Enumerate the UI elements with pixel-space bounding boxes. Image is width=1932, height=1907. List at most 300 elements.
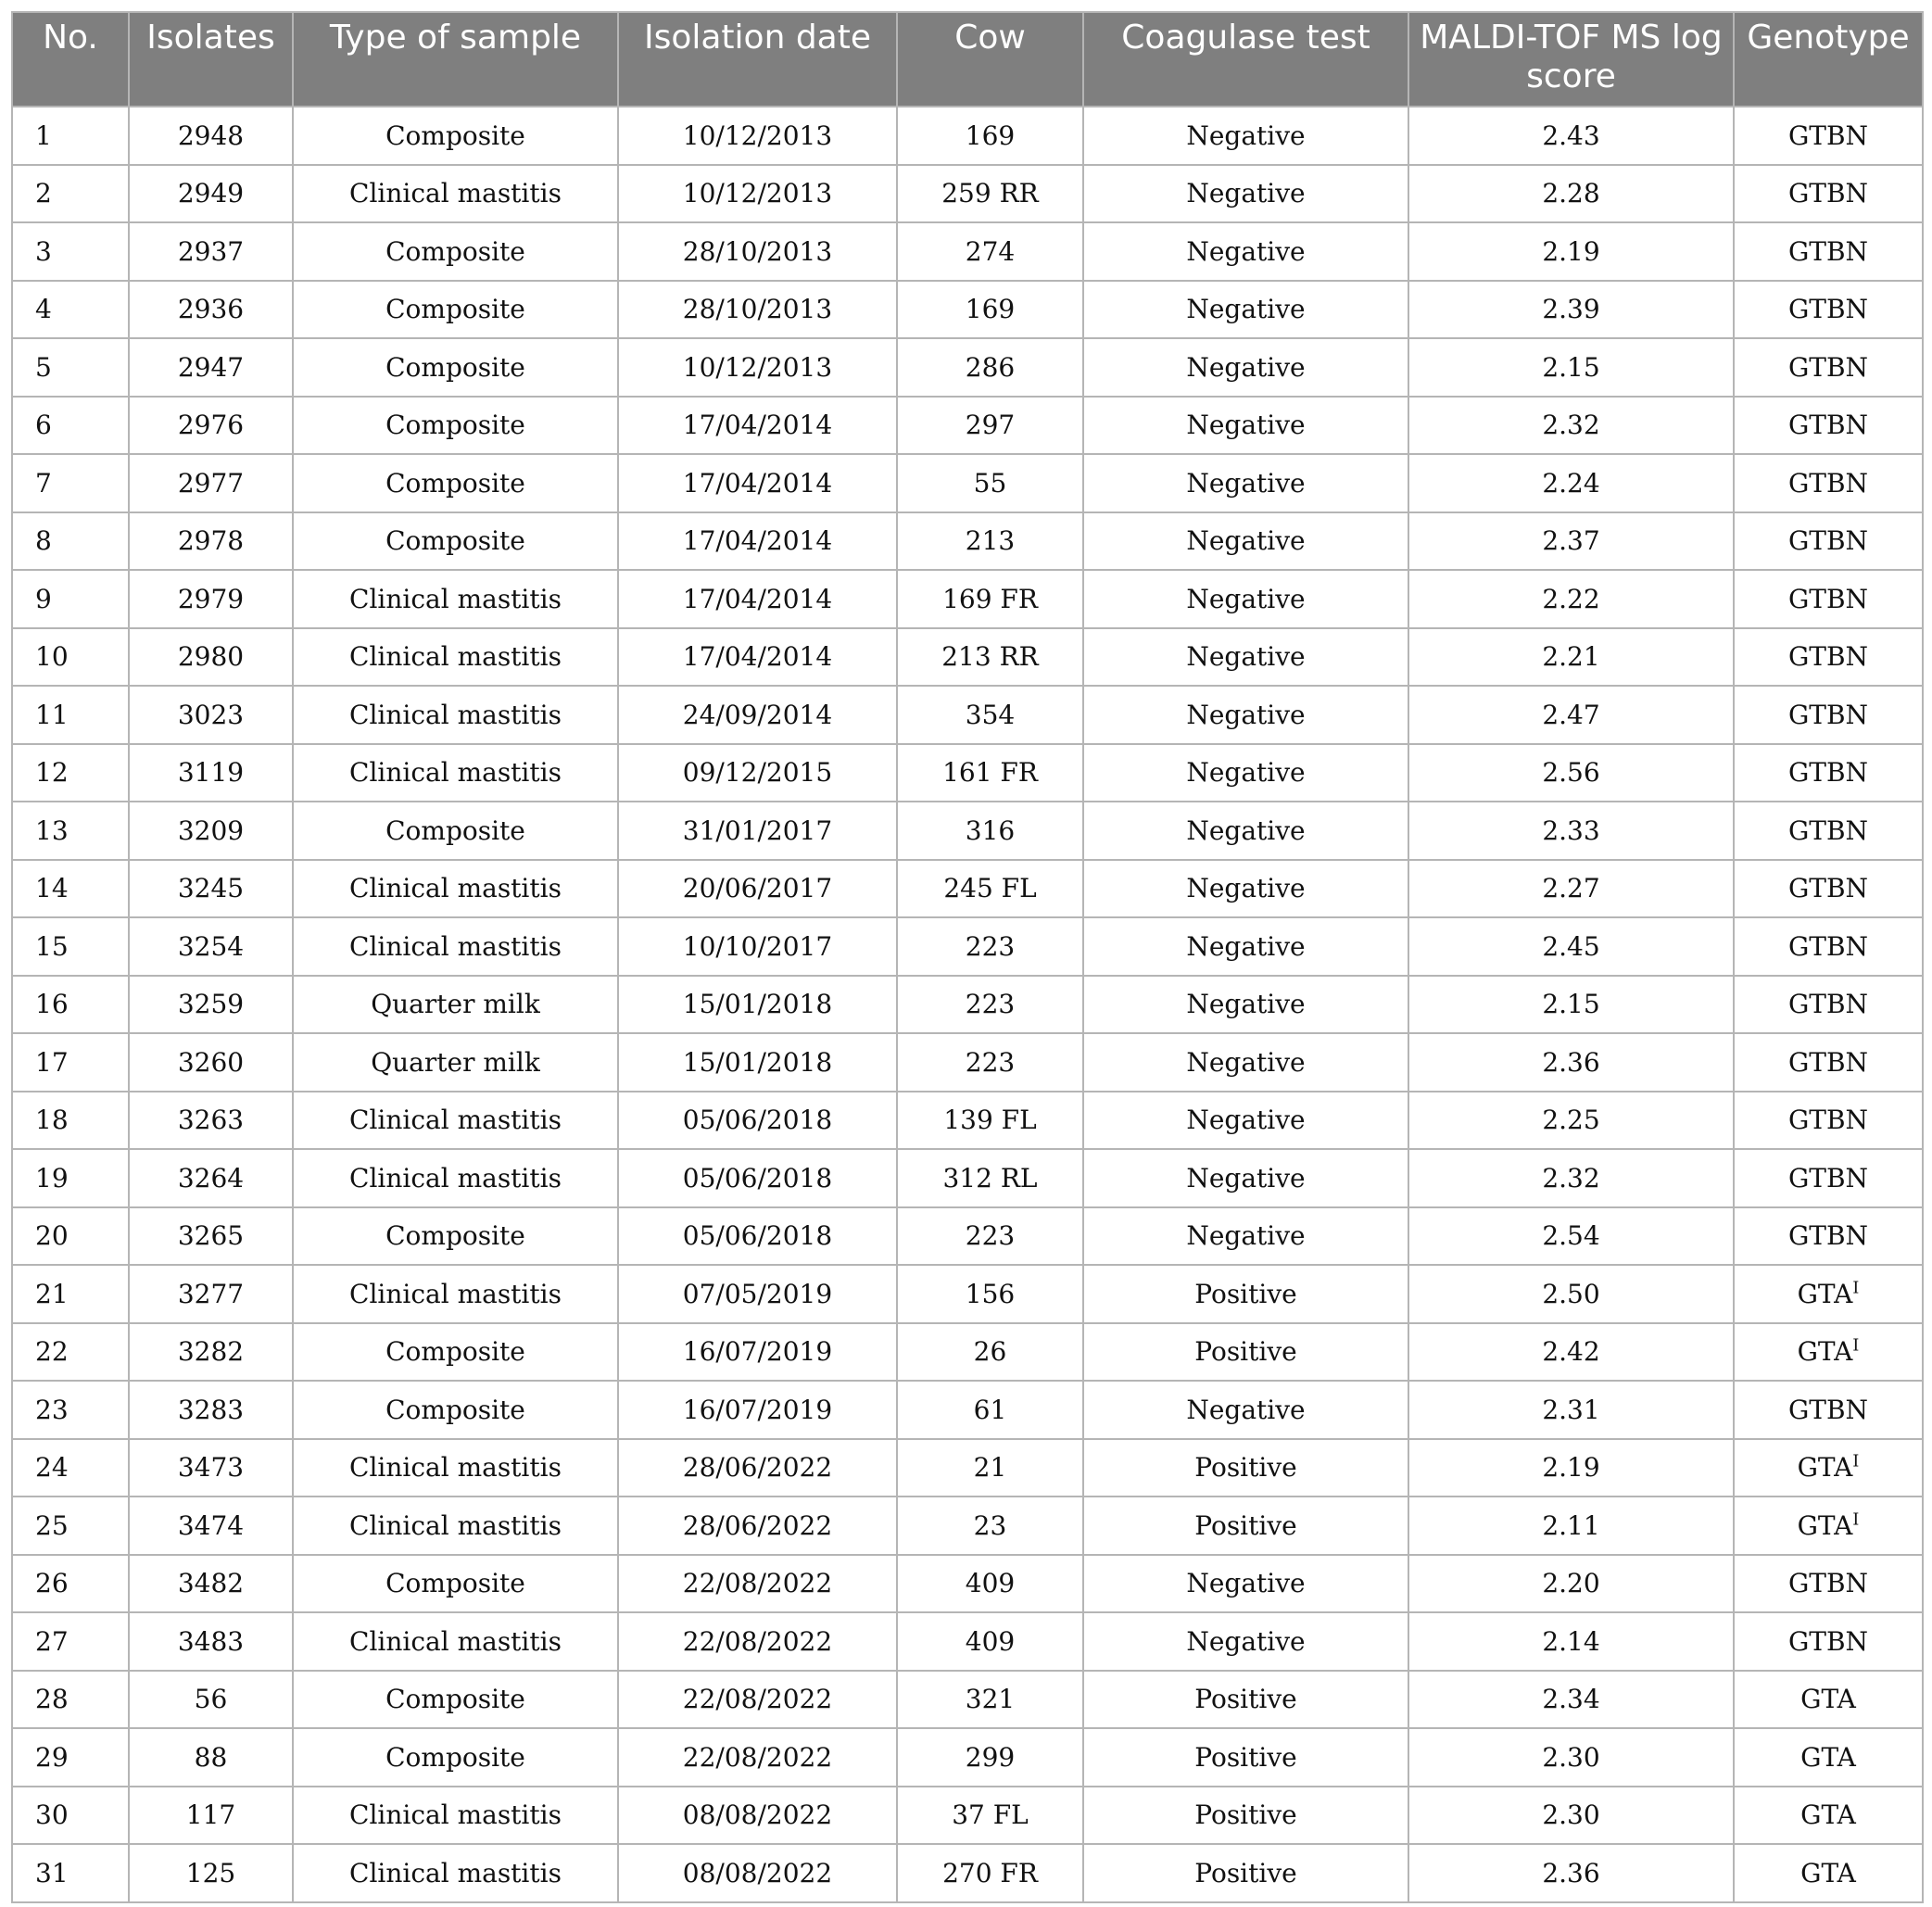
cell-isolation-date: 31/01/2017 [618, 802, 897, 860]
cell-no: 18 [12, 1092, 129, 1150]
cell-no: 20 [12, 1207, 129, 1266]
table-row [12, 628, 1923, 687]
cell-cow: 223 [897, 1207, 1083, 1266]
cell-isolation-date: 17/04/2014 [618, 512, 897, 571]
cell-cow: 297 [897, 397, 1083, 455]
cell-coagulase: Negative [1083, 1149, 1408, 1207]
genotype-label: GTA [1800, 1741, 1856, 1773]
cell-no: 1 [12, 107, 129, 165]
cell-maldi-score: 2.56 [1408, 744, 1734, 802]
cell-maldi-score: 2.14 [1408, 1612, 1734, 1671]
cell-isolation-date: 22/08/2022 [618, 1728, 897, 1787]
cell-sample-type: Clinical mastitis [293, 1787, 618, 1845]
genotype-label: GTA [1797, 1336, 1853, 1368]
cell-sample-type: Quarter milk [293, 1033, 618, 1092]
cell-maldi-score: 2.11 [1408, 1497, 1734, 1555]
cell-no: 26 [12, 1555, 129, 1613]
table-row [12, 107, 1923, 165]
cell-isolate: 2977 [129, 454, 293, 512]
table-row [12, 1728, 1923, 1787]
cell-no: 12 [12, 744, 129, 802]
genotype-label: GTBN [1787, 873, 1869, 904]
genotype-label: GTBN [1787, 467, 1869, 499]
genotype-label: GTBN [1787, 757, 1869, 789]
cell-maldi-score: 2.32 [1408, 397, 1734, 455]
cell-no: 5 [12, 338, 129, 397]
header-genotype: Genotype [1734, 12, 1923, 107]
cell-isolate: 3260 [129, 1033, 293, 1092]
cell-coagulase: Negative [1083, 628, 1408, 687]
cell-isolate: 3254 [129, 917, 293, 976]
cell-sample-type: Composite [293, 338, 618, 397]
cell-isolation-date: 28/06/2022 [618, 1439, 897, 1497]
cell-maldi-score: 2.43 [1408, 107, 1734, 165]
cell-no: 16 [12, 976, 129, 1034]
cell-genotype [1734, 628, 1923, 687]
cell-isolation-date: 05/06/2018 [618, 1207, 897, 1266]
cell-isolate: 3023 [129, 686, 293, 744]
header-coagulase-test: Coagulase test [1083, 12, 1408, 107]
cell-isolate: 3264 [129, 1149, 293, 1207]
cell-genotype [1734, 1323, 1923, 1382]
cell-cow: 139 FL [897, 1092, 1083, 1150]
cell-sample-type: Composite [293, 107, 618, 165]
genotype-label: GTBN [1787, 1625, 1869, 1657]
cell-isolation-date: 17/04/2014 [618, 397, 897, 455]
table-row [12, 454, 1923, 512]
cell-genotype [1734, 1439, 1923, 1497]
cell-isolation-date: 15/01/2018 [618, 1033, 897, 1092]
cell-coagulase: Negative [1083, 1033, 1408, 1092]
table-row [12, 744, 1923, 802]
cell-sample-type: Clinical mastitis [293, 570, 618, 628]
table-row [12, 1439, 1923, 1497]
cell-isolation-date: 09/12/2015 [618, 744, 897, 802]
cell-maldi-score: 2.20 [1408, 1555, 1734, 1613]
cell-maldi-score: 2.30 [1408, 1787, 1734, 1845]
cell-cow: 213 RR [897, 628, 1083, 687]
cell-sample-type: Composite [293, 1207, 618, 1266]
cell-cow: 299 [897, 1728, 1083, 1787]
cell-genotype [1734, 1787, 1923, 1845]
header-maldi-tof-score: MALDI-TOF MS log score [1408, 12, 1734, 107]
cell-no: 10 [12, 628, 129, 687]
cell-maldi-score: 2.28 [1408, 165, 1734, 223]
cell-coagulase: Negative [1083, 976, 1408, 1034]
cell-isolate: 56 [129, 1671, 293, 1729]
cell-isolate: 3283 [129, 1381, 293, 1439]
cell-isolation-date: 24/09/2014 [618, 686, 897, 744]
cell-no: 31 [12, 1844, 129, 1902]
isolates-table [11, 11, 1924, 1903]
cell-genotype [1734, 1207, 1923, 1266]
cell-isolate: 3245 [129, 860, 293, 918]
cell-isolate: 2978 [129, 512, 293, 571]
cell-sample-type: Composite [293, 512, 618, 571]
cell-coagulase: Negative [1083, 802, 1408, 860]
cell-genotype [1734, 107, 1923, 165]
cell-genotype [1734, 1612, 1923, 1671]
cell-isolate: 2947 [129, 338, 293, 397]
cell-cow: 223 [897, 976, 1083, 1034]
cell-coagulase: Negative [1083, 860, 1408, 918]
cell-coagulase: Negative [1083, 222, 1408, 281]
genotype-label: GTBN [1787, 235, 1869, 267]
cell-maldi-score: 2.50 [1408, 1265, 1734, 1323]
cell-coagulase: Negative [1083, 107, 1408, 165]
header-isolates: Isolates [129, 12, 293, 107]
cell-coagulase: Negative [1083, 1207, 1408, 1266]
cell-genotype [1734, 1381, 1923, 1439]
cell-sample-type: Clinical mastitis [293, 1497, 618, 1555]
cell-isolation-date: 10/12/2013 [618, 165, 897, 223]
cell-no: 13 [12, 802, 129, 860]
cell-sample-type: Clinical mastitis [293, 744, 618, 802]
genotype-label: GTBN [1787, 1568, 1869, 1599]
cell-isolation-date: 08/08/2022 [618, 1844, 897, 1902]
cell-no: 25 [12, 1497, 129, 1555]
genotype-label: GTBN [1787, 1220, 1869, 1252]
cell-cow: 223 [897, 1033, 1083, 1092]
cell-maldi-score: 2.32 [1408, 1149, 1734, 1207]
cell-sample-type: Composite [293, 222, 618, 281]
cell-isolation-date: 17/04/2014 [618, 454, 897, 512]
genotype-superscript: I [1852, 1509, 1860, 1530]
cell-genotype [1734, 454, 1923, 512]
cell-maldi-score: 2.24 [1408, 454, 1734, 512]
cell-coagulase: Positive [1083, 1728, 1408, 1787]
cell-no: 28 [12, 1671, 129, 1729]
cell-no: 8 [12, 512, 129, 571]
cell-genotype [1734, 686, 1923, 744]
table-row [12, 686, 1923, 744]
genotype-label: GTA [1800, 1800, 1856, 1831]
cell-maldi-score: 2.45 [1408, 917, 1734, 976]
cell-sample-type: Composite [293, 454, 618, 512]
cell-cow: 270 FR [897, 1844, 1083, 1902]
table-row [12, 281, 1923, 339]
cell-sample-type: Clinical mastitis [293, 1265, 618, 1323]
genotype-label: GTBN [1787, 294, 1869, 325]
cell-sample-type: Composite [293, 1728, 618, 1787]
cell-cow: 26 [897, 1323, 1083, 1382]
genotype-label: GTBN [1787, 1394, 1869, 1425]
cell-coagulase: Positive [1083, 1787, 1408, 1845]
cell-isolate: 3259 [129, 976, 293, 1034]
cell-coagulase: Negative [1083, 397, 1408, 455]
cell-isolation-date: 17/04/2014 [618, 570, 897, 628]
table-row [12, 397, 1923, 455]
cell-cow: 354 [897, 686, 1083, 744]
cell-no: 11 [12, 686, 129, 744]
table-row [12, 1612, 1923, 1671]
genotype-label: GTBN [1787, 410, 1869, 441]
cell-isolation-date: 16/07/2019 [618, 1381, 897, 1439]
cell-cow: 223 [897, 917, 1083, 976]
table-row [12, 1149, 1923, 1207]
cell-isolation-date: 10/12/2013 [618, 338, 897, 397]
cell-isolate: 3119 [129, 744, 293, 802]
cell-maldi-score: 2.30 [1408, 1728, 1734, 1787]
cell-cow: 286 [897, 338, 1083, 397]
cell-genotype [1734, 1844, 1923, 1902]
genotype-label: GTBN [1787, 1046, 1869, 1078]
cell-isolate: 2979 [129, 570, 293, 628]
cell-sample-type: Quarter milk [293, 976, 618, 1034]
cell-genotype [1734, 165, 1923, 223]
table-row [12, 1323, 1923, 1382]
cell-maldi-score: 2.22 [1408, 570, 1734, 628]
cell-coagulase: Negative [1083, 686, 1408, 744]
table-row [12, 1033, 1923, 1092]
genotype-label: GTBN [1787, 583, 1869, 614]
table-row [12, 1497, 1923, 1555]
genotype-label: GTBN [1787, 1105, 1869, 1136]
cell-coagulase: Positive [1083, 1671, 1408, 1729]
table-row [12, 222, 1923, 281]
cell-genotype [1734, 222, 1923, 281]
cell-no: 3 [12, 222, 129, 281]
cell-isolate: 3277 [129, 1265, 293, 1323]
cell-genotype [1734, 1555, 1923, 1613]
cell-isolate: 2937 [129, 222, 293, 281]
cell-genotype [1734, 1265, 1923, 1323]
cell-cow: 245 FL [897, 860, 1083, 918]
cell-maldi-score: 2.31 [1408, 1381, 1734, 1439]
cell-isolate: 3263 [129, 1092, 293, 1150]
genotype-label: GTBN [1787, 641, 1869, 673]
table-row [12, 1555, 1923, 1613]
cell-cow: 259 RR [897, 165, 1083, 223]
cell-genotype [1734, 338, 1923, 397]
cell-isolation-date: 15/01/2018 [618, 976, 897, 1034]
cell-sample-type: Composite [293, 1555, 618, 1613]
cell-maldi-score: 2.36 [1408, 1844, 1734, 1902]
cell-isolation-date: 10/12/2013 [618, 107, 897, 165]
cell-isolate: 117 [129, 1787, 293, 1845]
cell-isolation-date: 22/08/2022 [618, 1555, 897, 1613]
table-body [12, 107, 1923, 1902]
cell-cow: 169 FR [897, 570, 1083, 628]
cell-isolate: 3265 [129, 1207, 293, 1266]
cell-cow: 321 [897, 1671, 1083, 1729]
genotype-superscript: I [1852, 1278, 1860, 1298]
cell-no: 14 [12, 860, 129, 918]
header-isolation-date: Isolation date [618, 12, 897, 107]
table-row [12, 860, 1923, 918]
cell-coagulase: Positive [1083, 1844, 1408, 1902]
genotype-label: GTBN [1787, 1162, 1869, 1193]
cell-isolate: 88 [129, 1728, 293, 1787]
cell-maldi-score: 2.27 [1408, 860, 1734, 918]
cell-isolate: 2980 [129, 628, 293, 687]
cell-maldi-score: 2.19 [1408, 222, 1734, 281]
cell-maldi-score: 2.15 [1408, 976, 1734, 1034]
cell-sample-type: Composite [293, 802, 618, 860]
cell-sample-type: Clinical mastitis [293, 1612, 618, 1671]
cell-cow: 23 [897, 1497, 1083, 1555]
table-row [12, 1381, 1923, 1439]
cell-no: 22 [12, 1323, 129, 1382]
cell-coagulase: Negative [1083, 570, 1408, 628]
header-type-of-sample: Type of sample [293, 12, 618, 107]
genotype-label: GTBN [1787, 351, 1869, 383]
cell-cow: 21 [897, 1439, 1083, 1497]
cell-cow: 161 FR [897, 744, 1083, 802]
table-row [12, 1207, 1923, 1266]
cell-no: 9 [12, 570, 129, 628]
genotype-superscript: I [1852, 1451, 1860, 1471]
cell-maldi-score: 2.39 [1408, 281, 1734, 339]
cell-sample-type: Clinical mastitis [293, 1439, 618, 1497]
cell-no: 24 [12, 1439, 129, 1497]
cell-no: 4 [12, 281, 129, 339]
cell-coagulase: Negative [1083, 1612, 1408, 1671]
cell-cow: 169 [897, 107, 1083, 165]
cell-genotype [1734, 397, 1923, 455]
cell-isolation-date: 07/05/2019 [618, 1265, 897, 1323]
cell-cow: 61 [897, 1381, 1083, 1439]
cell-isolate: 3473 [129, 1439, 293, 1497]
cell-coagulase: Negative [1083, 1381, 1408, 1439]
cell-no: 23 [12, 1381, 129, 1439]
cell-genotype [1734, 512, 1923, 571]
cell-genotype [1734, 976, 1923, 1034]
table-row [12, 802, 1923, 860]
cell-isolate: 3482 [129, 1555, 293, 1613]
cell-sample-type: Composite [293, 1323, 618, 1382]
cell-genotype [1734, 1497, 1923, 1555]
cell-isolation-date: 28/10/2013 [618, 281, 897, 339]
genotype-label: GTBN [1787, 525, 1869, 557]
genotype-label: GTBN [1787, 989, 1869, 1020]
cell-coagulase: Negative [1083, 281, 1408, 339]
genotype-label: GTBN [1787, 930, 1869, 962]
cell-genotype [1734, 1149, 1923, 1207]
cell-isolation-date: 05/06/2018 [618, 1092, 897, 1150]
cell-genotype [1734, 744, 1923, 802]
cell-no: 27 [12, 1612, 129, 1671]
cell-isolation-date: 05/06/2018 [618, 1149, 897, 1207]
cell-cow: 37 FL [897, 1787, 1083, 1845]
genotype-label: GTA [1800, 1684, 1856, 1715]
cell-maldi-score: 2.42 [1408, 1323, 1734, 1382]
cell-isolation-date: 28/10/2013 [618, 222, 897, 281]
cell-maldi-score: 2.37 [1408, 512, 1734, 571]
header-no: No. [12, 12, 129, 107]
cell-coagulase: Negative [1083, 1092, 1408, 1150]
cell-coagulase: Positive [1083, 1265, 1408, 1323]
cell-genotype [1734, 860, 1923, 918]
cell-no: 15 [12, 917, 129, 976]
cell-cow: 409 [897, 1555, 1083, 1613]
table-row [12, 1671, 1923, 1729]
cell-sample-type: Clinical mastitis [293, 686, 618, 744]
cell-isolation-date: 28/06/2022 [618, 1497, 897, 1555]
cell-coagulase: Positive [1083, 1439, 1408, 1497]
cell-coagulase: Negative [1083, 165, 1408, 223]
cell-isolation-date: 22/08/2022 [618, 1612, 897, 1671]
table-row [12, 570, 1923, 628]
cell-sample-type: Clinical mastitis [293, 1092, 618, 1150]
cell-cow: 169 [897, 281, 1083, 339]
cell-maldi-score: 2.36 [1408, 1033, 1734, 1092]
table-row [12, 976, 1923, 1034]
table-row [12, 1787, 1923, 1845]
genotype-label: GTA [1797, 1278, 1853, 1309]
table-row [12, 165, 1923, 223]
cell-no: 6 [12, 397, 129, 455]
header-cow: Cow [897, 12, 1083, 107]
cell-cow: 312 RL [897, 1149, 1083, 1207]
table-row [12, 1844, 1923, 1902]
cell-isolation-date: 20/06/2017 [618, 860, 897, 918]
cell-maldi-score: 2.33 [1408, 802, 1734, 860]
cell-coagulase: Negative [1083, 1555, 1408, 1613]
cell-isolate: 3282 [129, 1323, 293, 1382]
cell-maldi-score: 2.54 [1408, 1207, 1734, 1266]
cell-sample-type: Composite [293, 1381, 618, 1439]
cell-no: 30 [12, 1787, 129, 1845]
cell-no: 29 [12, 1728, 129, 1787]
genotype-superscript: I [1852, 1335, 1860, 1356]
cell-isolate: 2949 [129, 165, 293, 223]
cell-maldi-score: 2.21 [1408, 628, 1734, 687]
cell-sample-type: Clinical mastitis [293, 860, 618, 918]
cell-genotype [1734, 802, 1923, 860]
table-row [12, 1092, 1923, 1150]
cell-isolation-date: 22/08/2022 [618, 1671, 897, 1729]
cell-cow: 55 [897, 454, 1083, 512]
cell-cow: 156 [897, 1265, 1083, 1323]
cell-isolation-date: 08/08/2022 [618, 1787, 897, 1845]
genotype-label: GTBN [1787, 815, 1869, 846]
cell-coagulase: Positive [1083, 1323, 1408, 1382]
cell-genotype [1734, 570, 1923, 628]
cell-genotype [1734, 1671, 1923, 1729]
cell-maldi-score: 2.47 [1408, 686, 1734, 744]
cell-genotype [1734, 917, 1923, 976]
cell-coagulase: Negative [1083, 744, 1408, 802]
table-row [12, 512, 1923, 571]
cell-maldi-score: 2.15 [1408, 338, 1734, 397]
genotype-label: GTA [1800, 1857, 1856, 1888]
cell-maldi-score: 2.34 [1408, 1671, 1734, 1729]
cell-coagulase: Negative [1083, 512, 1408, 571]
cell-sample-type: Clinical mastitis [293, 165, 618, 223]
cell-isolate: 2976 [129, 397, 293, 455]
cell-no: 2 [12, 165, 129, 223]
table-row [12, 338, 1923, 397]
cell-genotype [1734, 281, 1923, 339]
genotype-label: GTBN [1787, 120, 1869, 151]
cell-coagulase: Negative [1083, 917, 1408, 976]
cell-cow: 409 [897, 1612, 1083, 1671]
cell-isolation-date: 17/04/2014 [618, 628, 897, 687]
cell-isolate: 2936 [129, 281, 293, 339]
cell-maldi-score: 2.19 [1408, 1439, 1734, 1497]
cell-sample-type: Composite [293, 281, 618, 339]
cell-no: 17 [12, 1033, 129, 1092]
cell-isolate: 2948 [129, 107, 293, 165]
cell-sample-type: Composite [293, 1671, 618, 1729]
cell-no: 19 [12, 1149, 129, 1207]
cell-isolation-date: 16/07/2019 [618, 1323, 897, 1382]
cell-isolate: 3483 [129, 1612, 293, 1671]
genotype-label: GTA [1797, 1452, 1853, 1484]
cell-isolation-date: 10/10/2017 [618, 917, 897, 976]
cell-no: 7 [12, 454, 129, 512]
